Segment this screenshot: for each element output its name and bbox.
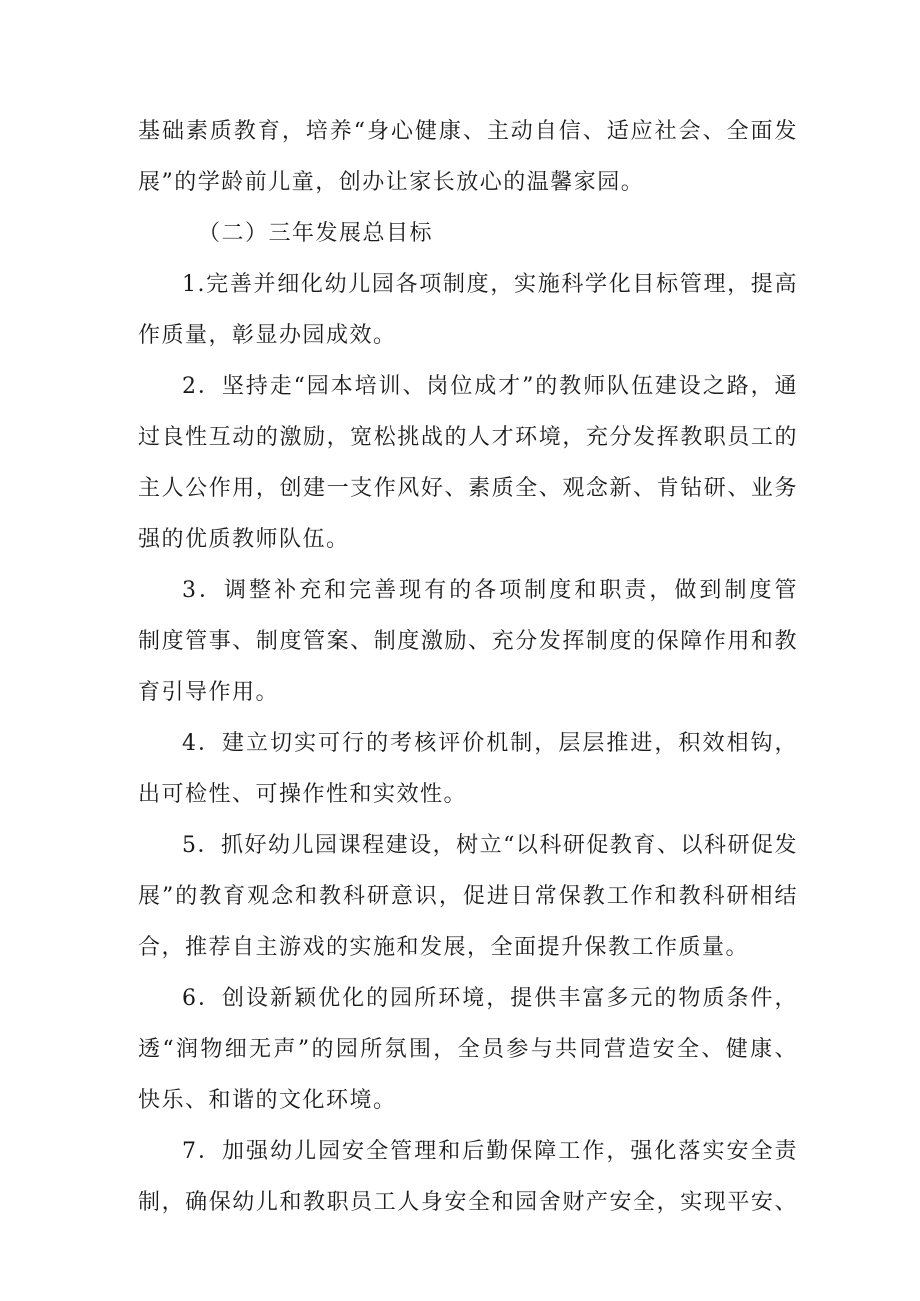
list-item-line: 制度管事、制度管案、制度激励、充分发挥制度的保障作用和教 xyxy=(138,629,798,654)
list-item-line: 过良性互动的激励，宽松挑战的人才环境，充分发挥教职员工的 xyxy=(138,425,798,450)
list-item-line: 6．创设新颖优化的园所环境，提供丰富多元的物质条件， xyxy=(182,986,798,1011)
document-body xyxy=(138,106,798,1228)
list-item-line: 4．建立切实可行的考核评价机制，层层推进，积效相钩， xyxy=(182,731,798,756)
list-item-line: 7．加强幼儿园安全管理和后勤保障工作，强化落实安全责 xyxy=(182,1139,798,1164)
list-item-line: 2．坚持走“园本培训、岗位成才”的教师队伍建设之路，通 xyxy=(182,374,798,399)
list-item-line: 透“润物细无声”的园所氛围，全员参与共同营造安全、健康、 xyxy=(138,1037,798,1062)
list-item-line: 展”的教育观念和教科研意识，促进日常保教工作和教科研相结 xyxy=(138,884,798,909)
list-item-line: 制，确保幼儿和教职员工人身安全和园舍财产安全，实现平安、 xyxy=(138,1190,798,1215)
paragraph-line: 展”的学龄前儿童，创办让家长放心的温馨家园。 xyxy=(138,170,645,195)
paragraph-line: 基础素质教育，培养“身心健康、主动自信、适应社会、全面发 xyxy=(138,119,798,144)
list-item-line: 出可检性、可操作性和实效性。 xyxy=(138,782,468,807)
list-item-line: 育引导作用。 xyxy=(138,680,280,705)
list-item-line: 5．抓好幼儿园课程建设，树立“以科研促教育、以科研促发 xyxy=(182,833,798,858)
list-item-line: 作质量，彰显办园成效。 xyxy=(138,323,397,348)
list-item-line: 强的优质教师队伍。 xyxy=(138,527,350,552)
list-item-line: 快乐、和谐的文化环境。 xyxy=(138,1088,397,1113)
section-heading: （二）三年发展总目标 xyxy=(198,221,434,246)
list-item-line: 1.完善并细化幼儿园各项制度，实施科学化目标管理，提高 xyxy=(182,272,798,297)
list-item-line: 3．调整补充和完善现有的各项制度和职责，做到制度管 xyxy=(182,578,798,603)
list-item-line: 主人公作用，创建一支作风好、素质全、观念新、肯钻研、业务 xyxy=(138,476,798,501)
list-item-line: 合，推荐自主游戏的实施和发展，全面提升保教工作质量。 xyxy=(138,935,750,960)
